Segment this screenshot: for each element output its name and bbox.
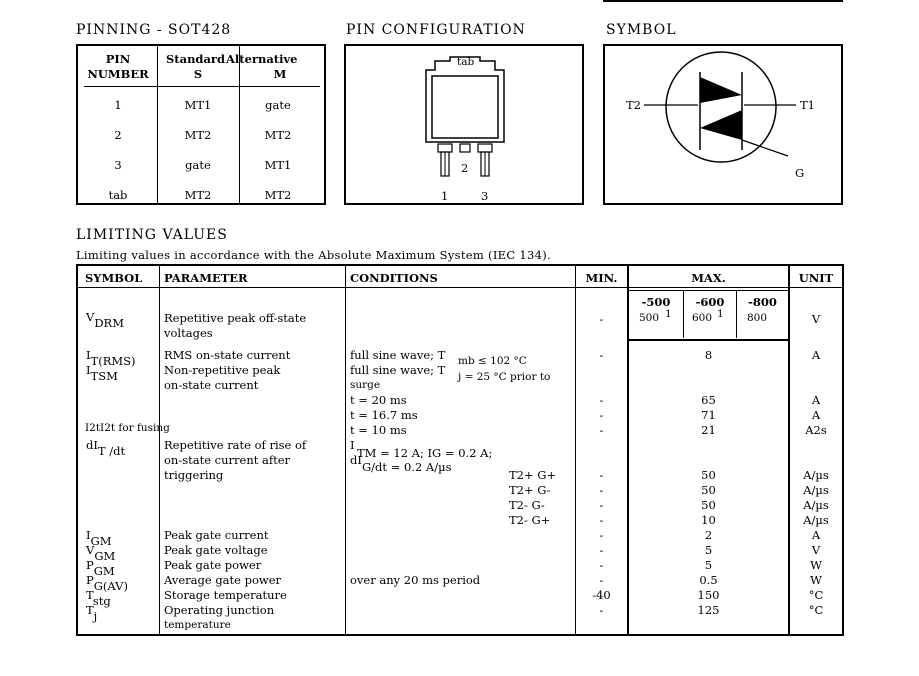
symbol-heading: SYMBOL: [606, 22, 677, 38]
itsm-row: t = 10 ms: [350, 423, 407, 437]
i2t-label: I2tI2t for fusing: [85, 422, 170, 434]
itsm-row: t = 20 ms: [350, 393, 407, 407]
didt-row: T2- G+: [509, 513, 551, 527]
top-rule: [603, 0, 843, 2]
triac-symbol-icon: [620, 50, 820, 180]
didt-row: T2- G-: [509, 498, 545, 512]
didt-row: T2+ G-: [509, 483, 551, 497]
didt-symbol: dIT /dt: [86, 438, 126, 458]
bottom-symbol: PG(AV): [86, 573, 128, 593]
vdrm-symbol: VDRM: [86, 310, 124, 330]
itrms-symbol: IT(RMS): [86, 348, 136, 368]
pin-row-tab: tab: [108, 188, 128, 202]
bottom-symbol: Tstg: [86, 588, 111, 608]
itsm-symbol: ITSM: [86, 363, 118, 383]
pin-row-1: 1: [114, 98, 122, 112]
itsm-row: t = 16.7 ms: [350, 408, 418, 422]
limiting-heading: LIMITING VALUES: [76, 227, 228, 243]
didt-row: T2+ G+: [509, 468, 557, 482]
bottom-symbol: PGM: [86, 558, 115, 578]
pin-row-2: 2: [114, 128, 122, 142]
limiting-intro: Limiting values in accordance with the Absolute Maximum System (IEC 134).: [76, 248, 551, 262]
pin-config-heading: PIN CONFIGURATION: [346, 22, 526, 38]
pin-row-3: 3: [114, 158, 122, 172]
bottom-symbol: VGM: [86, 543, 116, 563]
bottom-symbol: IGM: [86, 528, 112, 548]
pinning-heading: PINNING - SOT428: [76, 22, 232, 38]
bottom-symbol: Tj: [86, 603, 98, 623]
